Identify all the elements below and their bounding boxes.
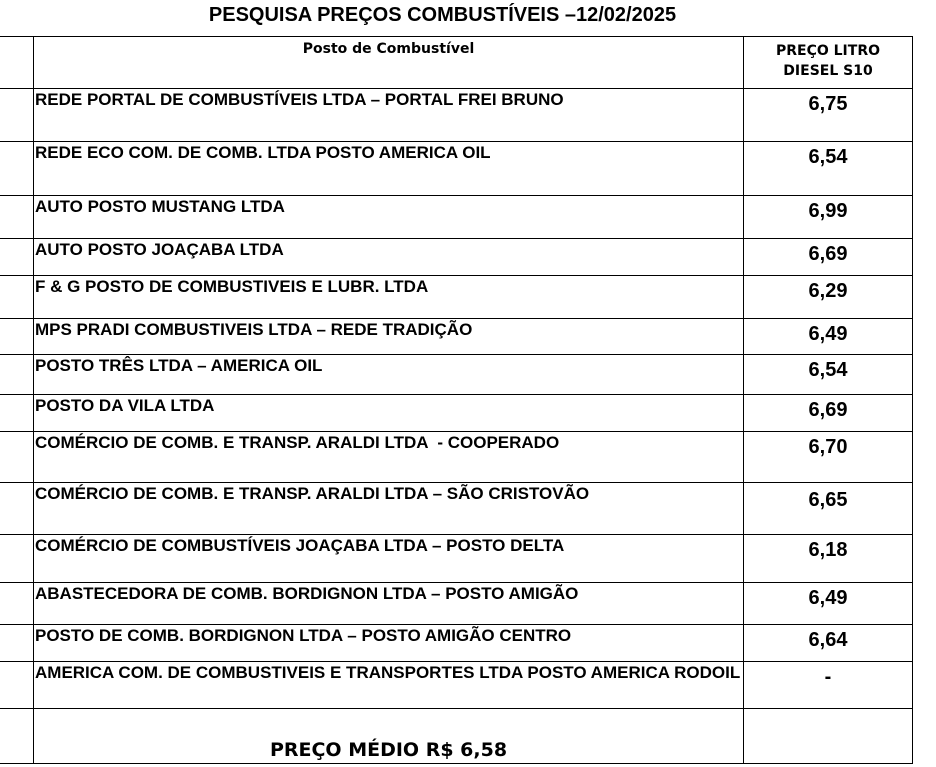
price-cell: 6,18 xyxy=(744,535,913,583)
station-name-cell: POSTO DA VILA LTDA xyxy=(34,395,744,432)
station-name-cell: AUTO POSTO JOAÇABA LTDA xyxy=(34,239,744,276)
price-cell: 6,65 xyxy=(744,483,913,535)
table-row xyxy=(0,319,913,355)
average-empty-cell xyxy=(744,709,913,764)
row-spacer-cell xyxy=(0,535,34,583)
table-row xyxy=(0,583,913,625)
price-table xyxy=(0,36,913,764)
table-header-row xyxy=(0,37,913,89)
average-row xyxy=(0,709,913,764)
station-name-cell: COMÉRCIO DE COMBUSTÍVEIS JOAÇABA LTDA – POSTO DELTA xyxy=(34,535,744,583)
station-name-cell: COMÉRCIO DE COMB. E TRANSP. ARALDI LTDA – SÃO CRISTOVÃO xyxy=(34,483,744,535)
header-spacer-cell xyxy=(0,37,34,89)
table-row xyxy=(0,355,913,395)
page-title: PESQUISA PREÇOS COMBUSTÍVEIS –12/02/2025 xyxy=(208,4,677,26)
table-row xyxy=(0,395,913,432)
row-spacer-cell xyxy=(0,239,34,276)
station-name-cell: AMERICA COM. DE COMBUSTIVEIS E TRANSPORTES LTDA POSTO AMERICA RODOIL xyxy=(34,662,744,709)
table-row xyxy=(0,89,913,142)
station-column-header: Posto de Combustível xyxy=(34,37,744,89)
price-header-line2: DIESEL S10 xyxy=(783,63,873,79)
row-spacer-cell xyxy=(0,583,34,625)
price-cell: 6,49 xyxy=(744,583,913,625)
station-name-cell: MPS PRADI COMBUSTIVEIS LTDA – REDE TRADIÇÃO xyxy=(34,319,744,355)
station-name-cell: POSTO DE COMB. BORDIGNON LTDA – POSTO AMIGÃO CENTRO xyxy=(34,625,744,662)
row-spacer-cell xyxy=(0,395,34,432)
station-name-cell: COMÉRCIO DE COMB. E TRANSP. ARALDI LTDA - COOPERADO xyxy=(34,432,744,483)
station-name-cell: ABASTECEDORA DE COMB. BORDIGNON LTDA – POSTO AMIGÃO xyxy=(34,583,744,625)
price-cell: 6,75 xyxy=(744,89,913,142)
price-cell: 6,54 xyxy=(744,142,913,196)
row-spacer-cell xyxy=(0,662,34,709)
row-spacer-cell xyxy=(0,625,34,662)
table-row xyxy=(0,535,913,583)
row-spacer-cell xyxy=(0,709,34,764)
price-column-header xyxy=(744,37,913,89)
row-spacer-cell xyxy=(0,432,34,483)
price-cell: 6,64 xyxy=(744,625,913,662)
station-name-cell: REDE PORTAL DE COMBUSTÍVEIS LTDA – PORTAL FREI BRUNO xyxy=(34,89,744,142)
row-spacer-cell xyxy=(0,319,34,355)
table-row xyxy=(0,196,913,239)
row-spacer-cell xyxy=(0,355,34,395)
table-row xyxy=(0,483,913,535)
price-cell: 6,69 xyxy=(744,395,913,432)
price-cell: - xyxy=(744,662,913,709)
table-row xyxy=(0,432,913,483)
row-spacer-cell xyxy=(0,276,34,319)
price-cell: 6,29 xyxy=(744,276,913,319)
table-row xyxy=(0,662,913,709)
station-name-cell: AUTO POSTO MUSTANG LTDA xyxy=(34,196,744,239)
station-name-cell: F & G POSTO DE COMBUSTIVEIS E LUBR. LTDA xyxy=(34,276,744,319)
row-spacer-cell xyxy=(0,142,34,196)
table-row xyxy=(0,276,913,319)
price-cell: 6,49 xyxy=(744,319,913,355)
average-price-cell: PREÇO MÉDIO R$ 6,58 xyxy=(34,709,744,764)
station-name-cell: REDE ECO COM. DE COMB. LTDA POSTO AMERICA OIL xyxy=(34,142,744,196)
price-cell: 6,69 xyxy=(744,239,913,276)
price-cell: 6,99 xyxy=(744,196,913,239)
row-spacer-cell xyxy=(0,196,34,239)
row-spacer-cell xyxy=(0,483,34,535)
price-cell: 6,70 xyxy=(744,432,913,483)
table-row xyxy=(0,142,913,196)
station-name-cell: POSTO TRÊS LTDA – AMERICA OIL xyxy=(34,355,744,395)
table-row xyxy=(0,239,913,276)
row-spacer-cell xyxy=(0,89,34,142)
price-header-line1: PREÇO LITRO xyxy=(775,43,880,59)
table-row xyxy=(0,625,913,662)
price-cell: 6,54 xyxy=(744,355,913,395)
